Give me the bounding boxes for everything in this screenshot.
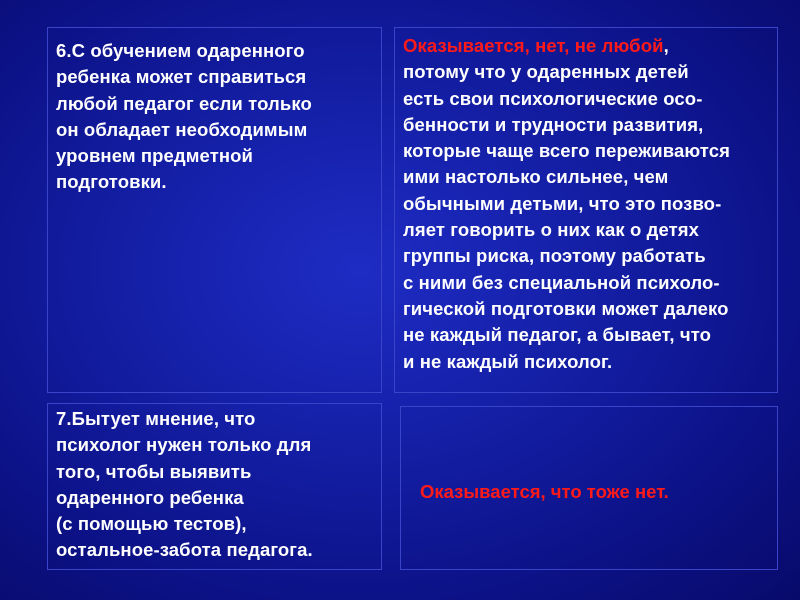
answer-1-body: потому что у одаренных детей есть свои психологические осо- бенности и трудности развития, которые чаще всего переживаются ими настолько сильнее, чем обычными детьми, что это позво- ляет говорить о них как о детях группы риска, поэтому работать с ними без специальной психоло- гической подготовки может далеко не каждый педагог, а бывает, что и не каждый психолог. — [403, 61, 731, 372]
answer-1-text — [403, 33, 730, 375]
answer-2-box — [400, 406, 778, 570]
answer-1-comma: , — [663, 35, 669, 56]
question-2-text: 7.Бытует мнение, что психолог нужен только для того, чтобы выявить одаренного ребенка (с помощью тестов), остальное-забота педагога. — [56, 408, 313, 561]
answer-1-highlight: Оказывается, нет, не любой — [403, 35, 664, 56]
question-1-box — [47, 27, 382, 393]
question-2-box — [47, 403, 382, 570]
answer-2-text: Оказывается, что тоже нет. — [420, 481, 669, 502]
question-1-text: 6.С обучением одаренного ребенка может справиться любой педагог если только он обладает необходимым уровнем предметной подготовки. — [56, 40, 312, 193]
answer-1-box — [394, 27, 778, 393]
